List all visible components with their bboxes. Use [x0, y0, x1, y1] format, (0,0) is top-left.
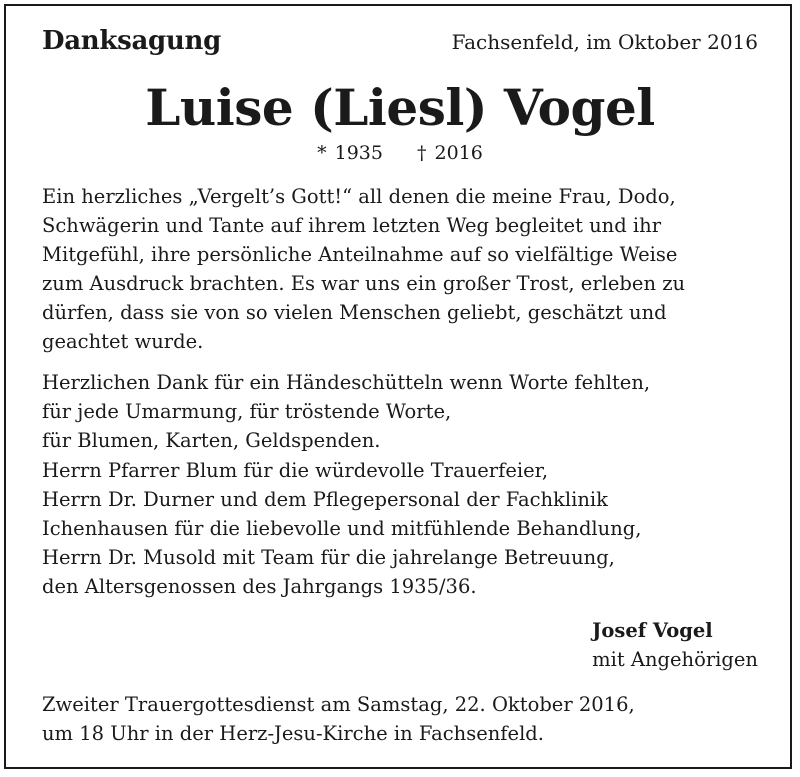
intro-paragraph — [42, 182, 758, 356]
life-dates — [42, 142, 758, 164]
service-line: um 18 Uhr in der Herz-Jesu-Kirche in Fachsenfeld. — [42, 722, 544, 745]
persons-line: Herrn Pfarrer Blum für die würdevolle Trauerfeier, — [42, 459, 549, 482]
thanks-line: Herzlichen Dank für ein Händeschütteln wenn Worte fehlten, — [42, 371, 651, 394]
intro-line: geachtet wurde. — [42, 330, 204, 353]
persons-line: den Altersgenossen des Jahrgangs 1935/36. — [42, 575, 477, 598]
intro-line: zum Ausdruck brachten. Es war uns ein großer Trost, erleben zu — [42, 272, 686, 295]
death-year: † 2016 — [417, 142, 483, 164]
signature-block — [592, 616, 758, 674]
notice-heading: Danksagung — [42, 26, 221, 56]
place-date: Fachsenfeld, im Oktober 2016 — [451, 30, 758, 54]
intro-line: Ein herzliches „Vergelt’s Gott!“ all denen die meine Frau, Dodo, — [42, 185, 676, 208]
thanks-line: für jede Umarmung, für tröstende Worte, — [42, 400, 452, 423]
persons-paragraph — [42, 456, 758, 601]
persons-line: Herrn Dr. Durner und dem Pflegepersonal der Fachklinik — [42, 488, 608, 511]
deceased-name: Luise (Liesl) Vogel — [145, 78, 655, 137]
thanks-paragraph — [42, 368, 758, 455]
persons-line: Herrn Dr. Musold mit Team für die jahrelange Betreuung, — [42, 546, 615, 569]
persons-line: Ichenhausen für die liebevolle und mitfühlende Behandlung, — [42, 517, 642, 540]
birth-year: * 1935 — [317, 142, 383, 164]
service-line: Zweiter Trauergottesdienst am Samstag, 22. Oktober 2016, — [42, 693, 635, 716]
notice-header — [42, 26, 758, 62]
intro-line: Mitgefühl, ihre persönliche Anteilnahme auf so vielfältige Weise — [42, 243, 678, 266]
thanks-line: für Blumen, Karten, Geldspenden. — [42, 429, 381, 452]
intro-line: dürfen, dass sie von so vielen Menschen geliebt, geschätzt und — [42, 301, 667, 324]
intro-line: Schwägerin und Tante auf ihrem letzten Weg begleitet und ihr — [42, 214, 662, 237]
signer-relatives: mit Angehörigen — [592, 648, 758, 671]
signer-name: Josef Vogel — [592, 619, 713, 642]
service-announcement — [42, 690, 758, 748]
